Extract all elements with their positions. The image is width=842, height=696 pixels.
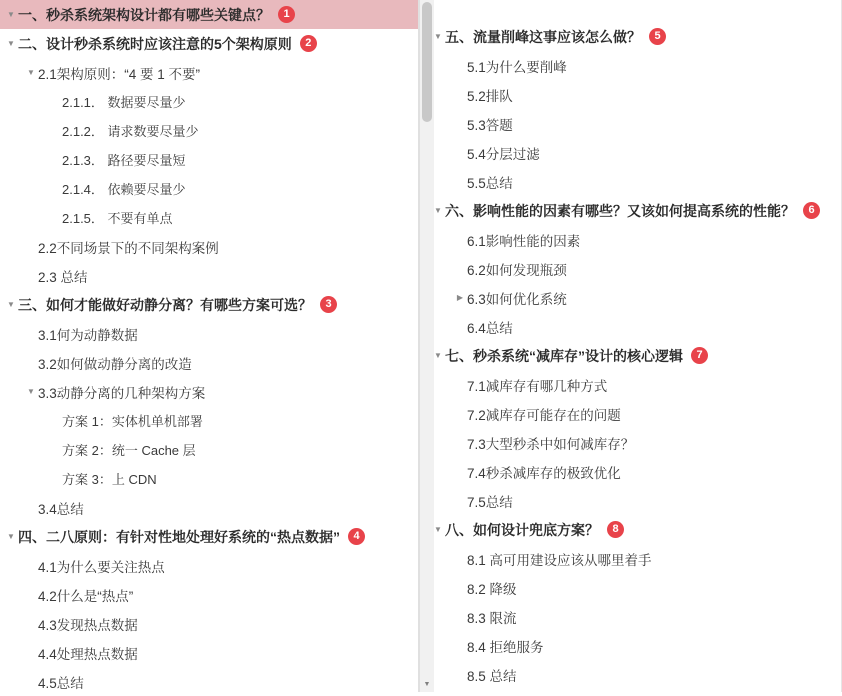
- outline-item-label: 2.1.4． 依赖要尽量少: [62, 182, 186, 197]
- outline-item[interactable]: [0, 58, 418, 87]
- outline-item[interactable]: [419, 341, 842, 370]
- outline-item-label: 4.4处理热点数据: [38, 646, 138, 662]
- outline-item-label: 8.3 限流: [467, 610, 517, 626]
- chevron-down-icon[interactable]: [4, 11, 18, 19]
- outline-item-label: 二、设计秒杀系统时应该注意的5个架构原则: [18, 35, 292, 52]
- outline-item-label: 5.5总结: [467, 175, 513, 191]
- outline-item[interactable]: [0, 0, 418, 29]
- outline-item[interactable]: [0, 464, 418, 493]
- outline-item-label: 4.2什么是“热点”: [38, 588, 134, 604]
- outline-item-label: 4.5总结: [38, 675, 84, 691]
- outline-item[interactable]: [419, 254, 842, 283]
- outline-column-right: [419, 0, 842, 692]
- outline-item-label: 7.4秒杀减库存的极致优化: [467, 465, 621, 481]
- outline-item-label: 8.2 降级: [467, 581, 517, 597]
- outline-item[interactable]: [419, 167, 842, 196]
- outline-item[interactable]: [0, 261, 418, 290]
- outline-item-label: 7.3大型秒杀中如何减库存？: [467, 436, 635, 452]
- outline-item[interactable]: [419, 544, 842, 573]
- outline-item[interactable]: [419, 399, 842, 428]
- chevron-down-icon[interactable]: [4, 533, 18, 541]
- outline-item-label: 8.1 高可用建设应该从哪里着手: [467, 552, 652, 568]
- outline-item-label: 5.4分层过滤: [467, 146, 540, 162]
- chevron-down-icon[interactable]: [24, 388, 38, 396]
- outline-item[interactable]: [0, 551, 418, 580]
- outline-item[interactable]: [0, 377, 418, 406]
- section-number-badge: 6: [803, 202, 820, 219]
- outline-item-label: 2.1.5． 不要有单点: [62, 211, 173, 226]
- outline-item-label: 3.4总结: [38, 501, 84, 517]
- outline-item-label: 2.1架构原则：“4 要 1 不要”: [38, 66, 201, 82]
- outline-item[interactable]: [0, 174, 418, 203]
- section-number-badge: 3: [320, 296, 337, 313]
- scroll-down-arrow-icon[interactable]: ▼: [423, 681, 431, 688]
- outline-item[interactable]: [0, 406, 418, 435]
- outline-item-label: 2.3 总结: [38, 269, 88, 285]
- outline-list-right: [419, 22, 842, 689]
- outline-item[interactable]: [0, 522, 418, 551]
- outline-item-label: 六、影响性能的因素有哪些？又该如何提高系统的性能？: [445, 202, 795, 219]
- outline-item-label: 6.1影响性能的因素: [467, 233, 581, 249]
- chevron-down-icon[interactable]: [431, 352, 445, 360]
- outline-item-label: 方案 3：上 CDN: [62, 472, 157, 487]
- chevron-right-icon[interactable]: [453, 294, 467, 302]
- outline-item-label: 5.3答题: [467, 117, 513, 133]
- outline-item-label: 2.1.1． 数据要尽量少: [62, 95, 186, 110]
- outline-item-label: 3.2如何做动静分离的改造: [38, 356, 192, 372]
- outline-item[interactable]: [419, 109, 842, 138]
- outline-item-label: 七、秒杀系统“减库存”设计的核心逻辑: [445, 347, 683, 364]
- outline-item-label: 5.2排队: [467, 88, 513, 104]
- outline-item[interactable]: [0, 116, 418, 145]
- outline-item-label: 2.2不同场景下的不同架构案例: [38, 240, 219, 256]
- outline-item[interactable]: [419, 573, 842, 602]
- outline-item[interactable]: [0, 145, 418, 174]
- outline-item-label: 一、秒杀系统架构设计都有哪些关键点？: [18, 6, 270, 23]
- outline-item[interactable]: [0, 435, 418, 464]
- section-number-badge: 4: [348, 528, 365, 545]
- outline-item[interactable]: [419, 486, 842, 515]
- section-number-badge: 8: [607, 521, 624, 538]
- outline-item-label: 八、如何设计兜底方案？: [445, 521, 599, 538]
- outline-item-label: 2.1.3． 路径要尽量短: [62, 153, 186, 168]
- outline-item[interactable]: [0, 319, 418, 348]
- outline-item[interactable]: [419, 225, 842, 254]
- outline-item-label: 3.3动静分离的几种架构方案: [38, 385, 206, 401]
- chevron-down-icon[interactable]: [4, 40, 18, 48]
- outline-item[interactable]: [0, 87, 418, 116]
- outline-item[interactable]: [419, 51, 842, 80]
- outline-item[interactable]: [0, 638, 418, 667]
- outline-item-label: 8.4 拒绝服务: [467, 639, 544, 655]
- outline-item-label: 8.5 总结: [467, 668, 517, 684]
- outline-item[interactable]: [419, 660, 842, 689]
- outline-item-label: 4.1为什么要关注热点: [38, 559, 165, 575]
- chevron-down-icon[interactable]: [431, 207, 445, 215]
- chevron-down-icon[interactable]: [431, 33, 445, 41]
- outline-item[interactable]: [419, 602, 842, 631]
- outline-item-label: 方案 1：实体机单机部署: [62, 414, 203, 429]
- outline-item[interactable]: [419, 312, 842, 341]
- outline-item[interactable]: [419, 283, 842, 312]
- chevron-down-icon[interactable]: [431, 526, 445, 534]
- outline-item[interactable]: [419, 80, 842, 109]
- section-number-badge: 2: [300, 35, 317, 52]
- outline-item[interactable]: [419, 428, 842, 457]
- outline-item[interactable]: [0, 667, 418, 696]
- outline-list-left: [0, 0, 418, 696]
- outline-item[interactable]: [0, 493, 418, 522]
- outline-item[interactable]: [419, 515, 842, 544]
- outline-item[interactable]: [0, 348, 418, 377]
- section-number-badge: 5: [649, 28, 666, 45]
- outline-item[interactable]: [419, 22, 842, 51]
- outline-item-label: 3.1何为动静数据: [38, 327, 138, 343]
- outline-item-label: 7.5总结: [467, 494, 513, 510]
- outline-item-label: 6.3如何优化系统: [467, 291, 567, 307]
- outline-item-label: 6.4总结: [467, 320, 513, 336]
- outline-item-label: 7.2减库存可能存在的问题: [467, 407, 621, 423]
- outline-item-label: 方案 2：统一 Cache 层: [62, 443, 196, 458]
- outline-item[interactable]: [0, 29, 418, 58]
- outline-item[interactable]: [419, 370, 842, 399]
- outline-item[interactable]: [0, 203, 418, 232]
- outline-item-label: 7.1减库存有哪几种方式: [467, 378, 608, 394]
- chevron-down-icon[interactable]: [4, 301, 18, 309]
- outline-item[interactable]: [419, 631, 842, 660]
- outline-item[interactable]: [419, 457, 842, 486]
- outline-item[interactable]: [0, 580, 418, 609]
- outline-item[interactable]: [419, 138, 842, 167]
- outline-item[interactable]: [0, 232, 418, 261]
- outline-item[interactable]: [0, 609, 418, 638]
- outline-item-label: 4.3发现热点数据: [38, 617, 138, 633]
- outline-item-label: 五、流量削峰这事应该怎么做？: [445, 28, 641, 45]
- outline-item-label: 四、二八原则：有针对性地处理好系统的“热点数据”: [18, 528, 340, 545]
- outline-item-label: 2.1.2． 请求数要尽量少: [62, 124, 199, 139]
- outline-item-label: 5.1为什么要削峰: [467, 59, 567, 75]
- outline-item-label: 三、如何才能做好动静分离？有哪些方案可选？: [18, 296, 312, 313]
- section-number-badge: 7: [691, 347, 708, 364]
- outline-item[interactable]: [0, 290, 418, 319]
- section-number-badge: 1: [278, 6, 295, 23]
- chevron-down-icon[interactable]: [24, 69, 38, 77]
- outline-item-label: 6.2如何发现瓶颈: [467, 262, 567, 278]
- outline-item[interactable]: [419, 196, 842, 225]
